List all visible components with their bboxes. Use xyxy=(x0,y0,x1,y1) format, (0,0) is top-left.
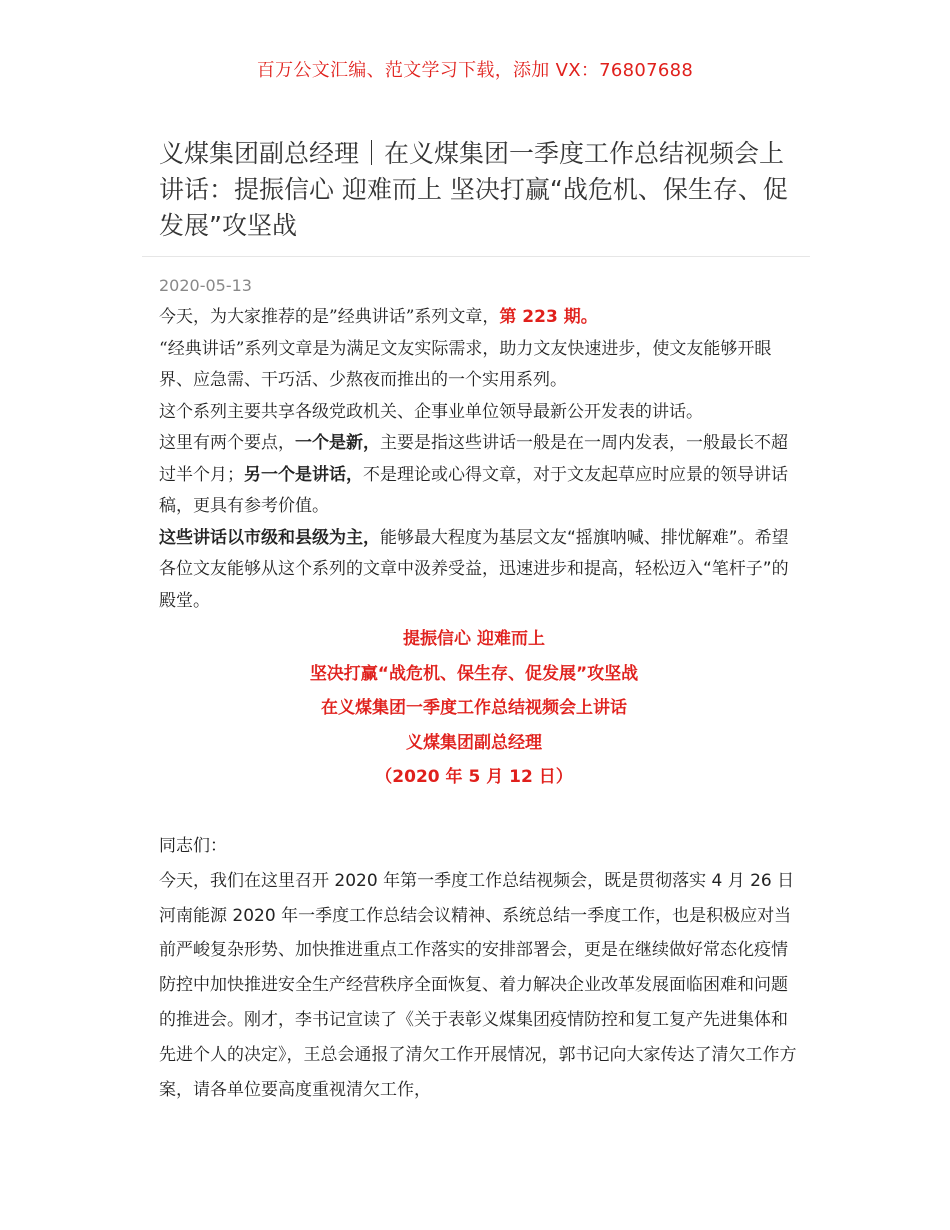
promo-banner: 百万公文汇编、范文学习下载，添加 VX：76807688 xyxy=(256,60,694,81)
intro-text: 主要是指这些讲话一般是在一周内发表，一般最长不超过半个月； xyxy=(159,433,788,485)
speech-title-line-1: 提振信心 迎难而上 xyxy=(403,629,545,649)
speech-header xyxy=(159,622,789,795)
intro-text: 这里有两个要点， xyxy=(159,433,295,453)
series-name: “经典讲话” xyxy=(159,338,245,359)
title-divider xyxy=(142,256,810,257)
intro-text: 不是理论或心得文章，对于文友起草应时应景的领导讲话稿，更具有参考价值。 xyxy=(159,464,788,516)
issue-number: 第 223 期。 xyxy=(499,307,598,327)
intro-paragraph-1 xyxy=(159,302,799,334)
speech-body xyxy=(159,829,799,1107)
intro-paragraph-3: 这个系列主要共享各级党政机关、企事业单位领导最新公开发表的讲话。 xyxy=(159,401,703,422)
intro-paragraph-5 xyxy=(159,523,799,618)
speech-date: （2020 年 5 月 12 日） xyxy=(375,767,573,787)
key-point-speech: 另一个是讲话， xyxy=(244,464,363,485)
intro-paragraph-4 xyxy=(159,428,799,523)
intro-section xyxy=(159,302,799,617)
speech-paragraph-1: 今天，我们在这里召开 2020 年第一季度工作总结视频会，既是贯彻落实 4 月 26 日河南能源 2020 年一季度工作总结会议精神、系统总结一季度工作，也是积极应对当前严峻复杂形势、加快推进重点工作落实的安排部署会，更是在继续做好常态化疫情防控中加快推进安全生产经营秩序全面恢复、着力解决企业改革发展面临困难和问题的推进会。刚才，李书记宣读了《关于表彰义煤集团疫情防控和复工复产先进集体和先进个人的决定》，王总会通报了清欠工作开展情况，郭书记向大家传达了清欠工作方案，请各单位要高度重视清欠工作， xyxy=(159,870,797,1100)
key-point-level: 这些讲话以市级和县级为主， xyxy=(159,527,380,548)
speaker-title: 义煤集团副总经理 xyxy=(406,732,542,753)
intro-text: 系列文章， xyxy=(414,307,500,327)
article-title: 义煤集团副总经理｜在义煤集团一季度工作总结视频会上讲话：提振信心 迎难而上 坚决打赢“战危机、保生存、促发展”攻坚战 xyxy=(159,139,788,240)
speech-title-line-2: 坚决打赢“战危机、保生存、促发展”攻坚战 xyxy=(309,663,639,684)
intro-text: 今天，为大家推荐的是 xyxy=(159,307,329,327)
intro-paragraph-2 xyxy=(159,334,799,397)
speech-occasion: 在义煤集团一季度工作总结视频会上讲话 xyxy=(321,698,627,718)
key-point-new: 一个是新， xyxy=(295,433,380,453)
publish-date: 2020-05-13 xyxy=(159,276,252,295)
intro-text: 系列文章是为满足文友实际需求，助力文友快速进步，使文友能够开眼界、应急需、干巧活、少熬夜而推出的一个实用系列。 xyxy=(159,338,772,390)
speech-greeting: 同志们： xyxy=(159,836,227,856)
series-name: ”经典讲话” xyxy=(329,307,415,327)
intro-text: 能够最大程度为基层文友“摇旗呐喊、排忧解难”。希望各位文友能够从这个系列的文章中汲养受益，迅速进步和提高，轻松迈入“笔杆子”的殿堂。 xyxy=(159,527,789,611)
